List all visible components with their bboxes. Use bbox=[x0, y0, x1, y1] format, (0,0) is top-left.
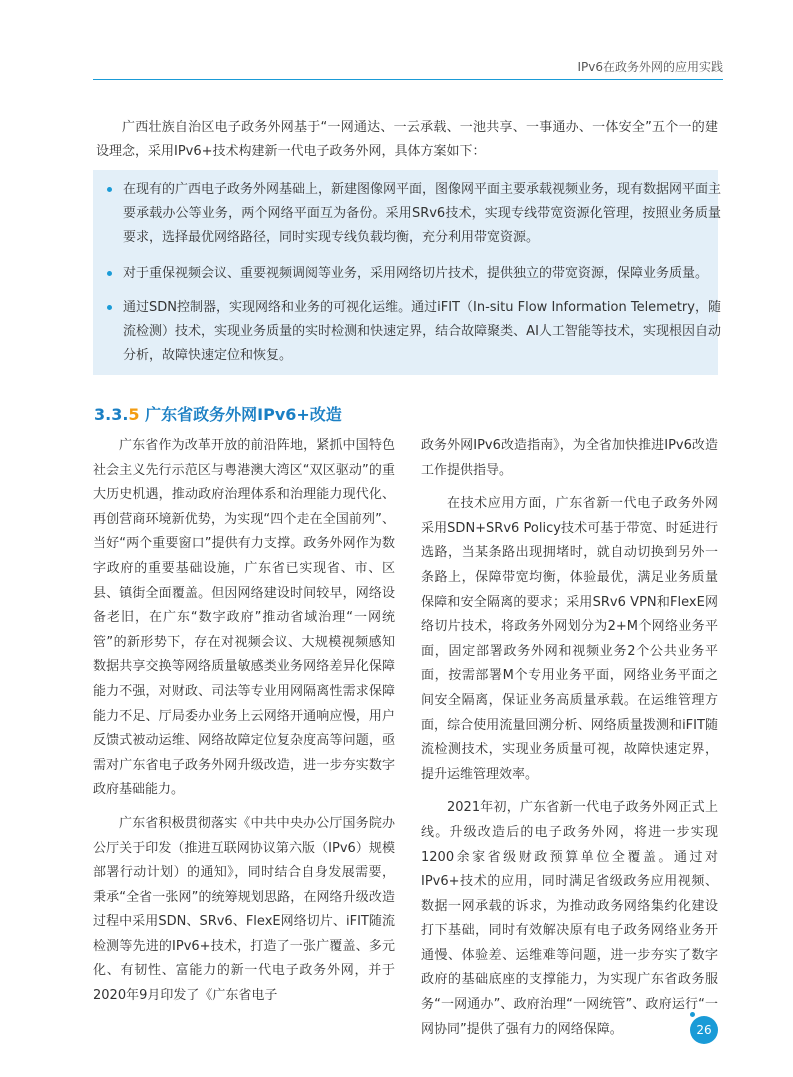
body-paragraph: 在技术应用方面，广东省新一代电子政务外网采用SDN+SRv6 Policy技术可基于带宽、时延进行选路，当某条路出现拥堵时，就自动切换到另外一条路上，保障带宽均衡，体验最优，满足业务质量保障和安全隔离的要求；采用SRv6 VPN和FlexE网络切片技术，将政务外网划分为2+M个网络业务平面，固定部署政务外网和视频业务2个公共业务平面，按需部署M个专用业务平面，网络业务平面之间安全隔离，保证业务高质量承载。在运维管理方面，综合使用流量回溯分析、网络质量拨测和iFIT随流检测技术，实现业务质量可视，故障快速定界，提升运维管理效率。 bbox=[421, 496, 718, 782]
running-header-title: IPv6在政务外网的应用实践 bbox=[577, 60, 723, 74]
bullet-dot-icon bbox=[107, 271, 112, 276]
bullet-item bbox=[107, 178, 721, 250]
bullet-dot-icon bbox=[107, 187, 112, 192]
header-rule bbox=[93, 79, 723, 80]
intro-paragraph: 广西壮族自治区电子政务外网基于“一网通达、一云承载、一池共享、一事通办、一体安全”五个一的建设理念，采用IPv6+技术构建新一代电子政务外网，具体方案如下： bbox=[96, 120, 718, 159]
bullet-item bbox=[107, 262, 721, 286]
section-number-prefix: 3.3. bbox=[94, 405, 129, 424]
body-paragraph: 2021年初，广东省新一代电子政务外网正式上线。升级改造后的电子政务外网，将进一步实现1200余家省级财政预算单位全覆盖。通过对IPv6+技术的应用，同时满足省级政务应用视频、数据一网承载的诉求，为推动政务网络集约化建设打下基础，同时有效解决原有电子政务网络业务开通慢、体验差、运维难等问题，进一步夯实了数字政府的基础底座的支撑能力，为实现广东省政务服务“一网通办”、政府治理“一网统管”、政府运行“一网协同”提供了强有力的网络保障。 bbox=[421, 800, 718, 1037]
section-heading bbox=[94, 402, 342, 425]
page-number-badge: 26 bbox=[690, 1016, 718, 1044]
bullet-text: 在现有的广西电子政务外网基础上，新建图像网平面，图像网平面主要承载视频业务，现有数据网平面主要承载办公等业务，两个网络平面互为备份。采用SRv6技术，实现专线带宽资源化管理，按照业务质量要求，选择最优网络路径，同时实现专线负载均衡，充分利用带宽资源。 bbox=[123, 182, 722, 245]
bullet-list-box bbox=[93, 170, 722, 375]
section-number-suffix: 5 bbox=[128, 405, 140, 424]
bullet-text: 通过SDN控制器，实现网络和业务的可视化运维。通过iFIT（In-situ Flow Information Telemetry，随流检测）技术，实现业务质量的实时检测和快速定界，结合故障聚类、AI人工智能等技术，实现根因自动分析，故障快速定位和恢复。 bbox=[123, 300, 721, 363]
bullet-dot-icon bbox=[107, 305, 112, 310]
bullet-text: 对于重保视频会议、重要视频调阅等业务，采用网络切片技术，提供独立的带宽资源，保障业务质量。 bbox=[123, 266, 709, 281]
body-paragraph: 广东省作为改革开放的前沿阵地，紧抓中国特色社会主义先行示范区与粤港澳大湾区“双区驱动”的重大历史机遇，推动政府治理体系和治理能力现代化、再创营商环境新优势，为实现“四个走在全国前列”、当好“两个重要窗口”提供有力支撑。政务外网作为数字政府的重要基础设施，广东省已实现省、市、区县、镇街全面覆盖。但因网络建设时间较早，网络设备老旧，在广东“数字政府”推动省域治理“一网统管”的新形势下，存在对视频会议、大规模视频感知数据共享交换等网络质量敏感类业务网络差异化保障能力不强，对财政、司法等专业用网隔离性需求保障能力不足、厅局委办业务上云网络开通响应慢，用户反馈式被动运维、网络故障定位复杂度高等问题，亟需对广东省电子政务外网升级改造，进一步夯实数字政府基础能力。 bbox=[93, 438, 395, 798]
right-column bbox=[421, 434, 718, 1051]
left-column bbox=[93, 434, 395, 1018]
page-dot-icon bbox=[690, 1012, 695, 1017]
bullet-item bbox=[107, 296, 721, 368]
section-title: 广东省政务外网IPv6+改造 bbox=[145, 405, 342, 424]
body-paragraph-continued: 政务外网IPv6改造指南》，为全省加快推进IPv6改造工作提供指导。 bbox=[421, 438, 718, 478]
body-paragraph: 广东省积极贯彻落实《中共中央办公厅国务院办公厅关于印发（推进互联网协议第六版（IPv6）规模部署行动计划）的通知》，同时结合自身发展需要，秉承“全省一张网”的统筹规划思路，在网络升级改造过程中采用SDN、SRv6、FlexE网络切片、iFIT随流检测等先进的IPv6+技术，打造了一张广覆盖、多元化、有韧性、富能力的新一代电子政务外网，并于2020年9月印发了《广东省电子 bbox=[93, 815, 395, 1004]
